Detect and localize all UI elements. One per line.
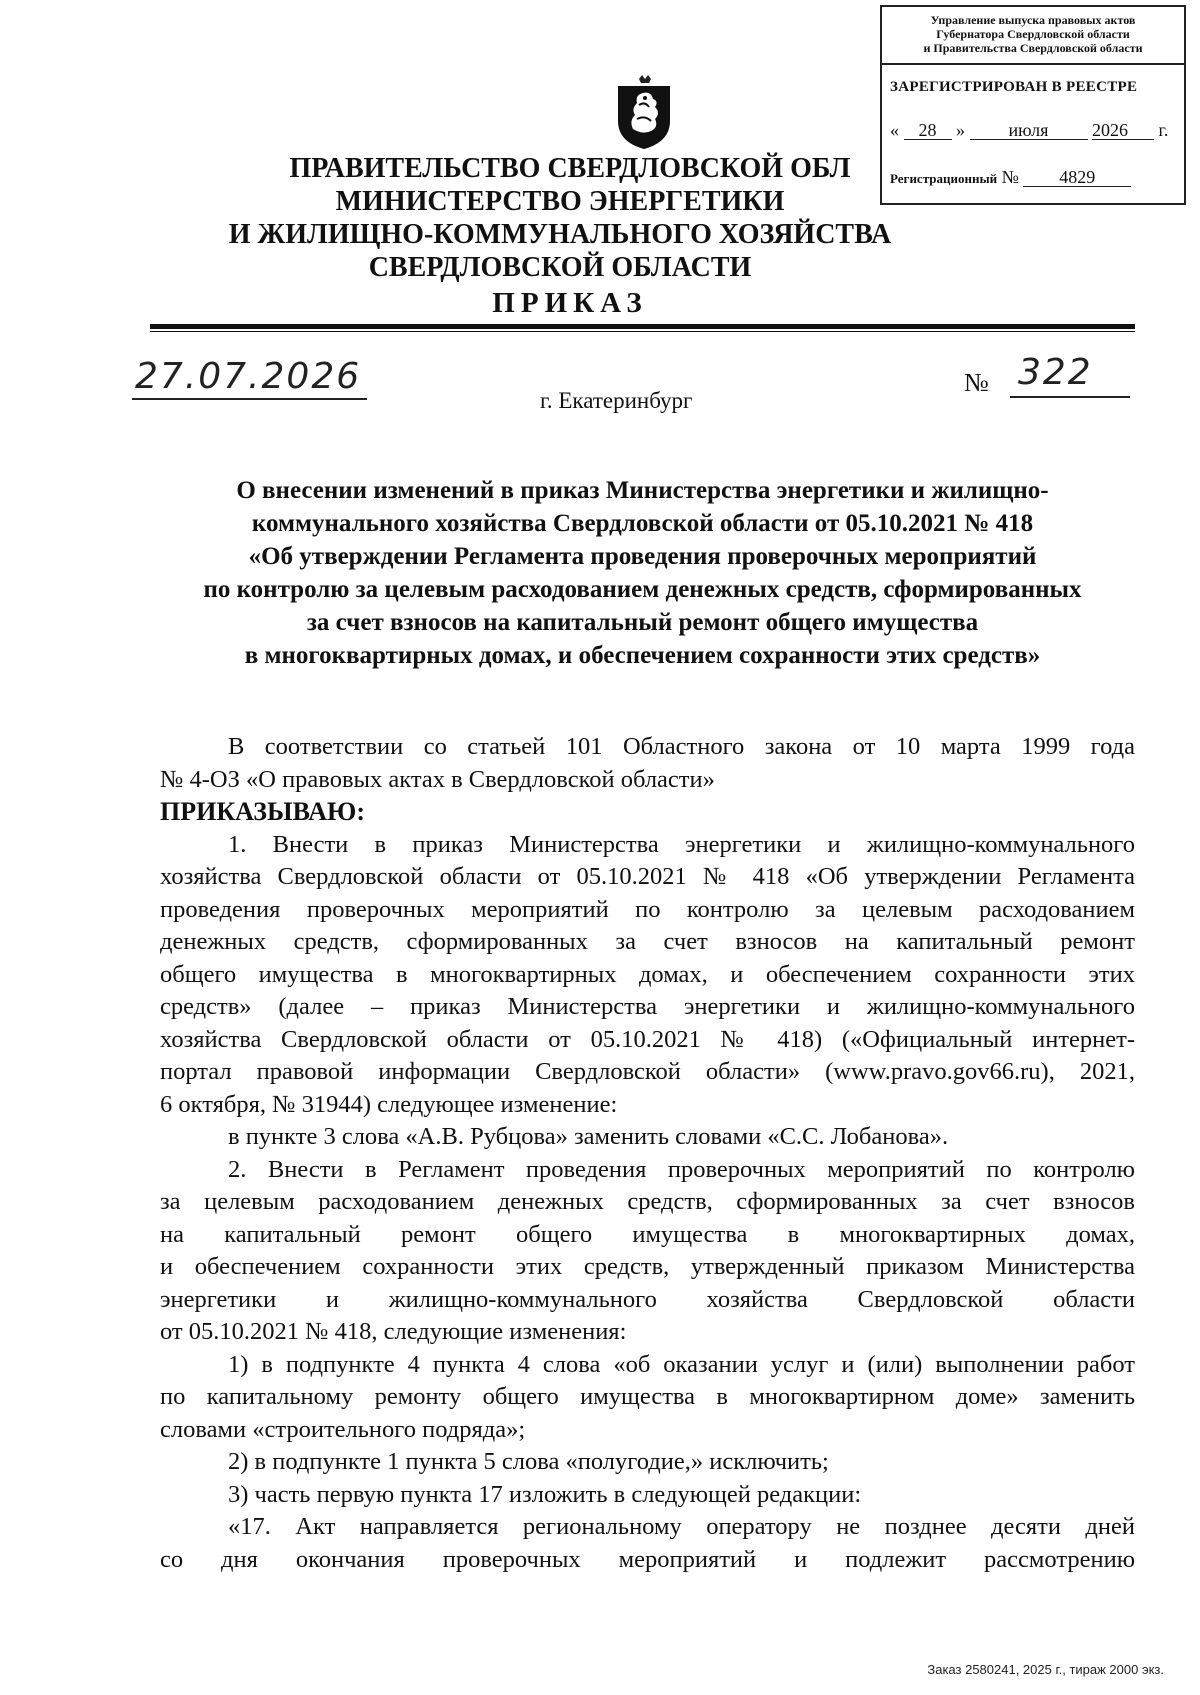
title-line: за счет взносов на капитальный ремонт общего имущества xyxy=(306,609,979,636)
header-rule-thin xyxy=(150,331,1135,332)
body-line: от 05.10.2021 № 418, следующие изменения: xyxy=(160,1318,627,1345)
body-line: общего имущества в многоквартирных домах, и обеспечением сохранности этих xyxy=(160,960,1135,988)
header-rule-thick xyxy=(150,324,1135,329)
stamp-reg-number: 4829 xyxy=(1023,168,1131,187)
stamp-date xyxy=(890,120,1182,141)
body-line: 6 октября, № 31944) следующее изменение: xyxy=(160,1090,618,1118)
stamp-month: июля xyxy=(970,121,1088,140)
stamp-no-sign: № xyxy=(1001,167,1019,187)
body-line: «17. Акт направляется региональному оператору не позднее десяти дней xyxy=(228,1513,1135,1540)
stamp-organization xyxy=(882,7,1184,65)
body-line: и обеспечением сохранности этих средств, утвержденный приказом Министерства xyxy=(160,1253,1135,1280)
stamp-org-line: Губернатора Свердловской области xyxy=(936,27,1130,41)
handwritten-date: 27.07.2026 xyxy=(135,356,362,397)
body-line: В соответствии со статьей 101 Областного закона от 10 марта 1999 года xyxy=(228,733,1135,760)
body-line: по капитальному ремонту общего имущества в многоквартирном доме» заменить xyxy=(160,1383,1135,1410)
number-label: № xyxy=(964,368,989,397)
stamp-quote-close: » xyxy=(956,120,965,140)
body-line: в пункте 3 слова «А.В. Рубцова» заменить словами «С.С. Лобанова». xyxy=(228,1123,949,1150)
body-line: 2) в подпункте 1 пункта 5 слова «полугодие,» исключить; xyxy=(228,1448,829,1475)
stamp-year xyxy=(1092,121,1154,140)
body-line: № 4-ОЗ «О правовых актах в Свердловской области» xyxy=(160,765,715,793)
city: г. Екатеринбург xyxy=(540,388,693,413)
stamp-org-line: Управление выпуска правовых актов xyxy=(930,13,1136,27)
title-line: коммунального хозяйства Свердловской области от 05.10.2021 № 418 xyxy=(251,510,1034,537)
stamp-year-suffix: 26 xyxy=(1110,120,1128,140)
title-line: по контролю за целевым расходованием денежных средств, сформированных xyxy=(203,576,1082,603)
body-line: энергетики и жилищно-коммунального хозяйства Свердловской области xyxy=(160,1285,1135,1313)
body-line: за целевым расходованием денежных средств, сформированных за счет взносов xyxy=(160,1188,1135,1215)
body-line: средств» (далее – приказ Министерства энергетики и жилищно-коммунального xyxy=(160,993,1135,1020)
stamp-day: 28 xyxy=(904,121,952,140)
stamp-quote-open: « xyxy=(890,120,899,140)
title-line: в многоквартирных домах, и обеспечением сохранности этих средств» xyxy=(244,642,1041,669)
body-line: ПРИКАЗЫВАЮ: xyxy=(160,797,365,826)
body-line: 2. Внести в Регламент проведения проверочных мероприятий по контролю xyxy=(228,1155,1135,1183)
number-underline xyxy=(1010,396,1130,398)
body-line: словами «строительного подряда»; xyxy=(160,1415,526,1443)
body-line: со дня окончания проверочных мероприятий и подлежит рассмотрению xyxy=(160,1545,1135,1573)
document-type: ПРИКАЗ xyxy=(492,287,648,319)
document-body xyxy=(160,731,1135,1576)
body-line: хозяйства Свердловской области от 05.10.2021 № 418 «Об утверждении Регламента xyxy=(160,863,1135,890)
stamp-year-prefix: 20 xyxy=(1092,120,1110,140)
header-ministry: МИНИСТЕРСТВО ЭНЕРГЕТИКИ xyxy=(335,186,785,217)
print-footer: Заказ 2580241, 2025 г., тираж 2000 экз. xyxy=(927,1662,1164,1677)
body-line: на капитальный ремонт общего имущества в многоквартирных домах, xyxy=(160,1220,1135,1248)
stamp-org-line: и Правительства Свердловской области xyxy=(923,41,1143,55)
body-line: 1) в подпункте 4 пункта 4 слова «об оказании услуг и (или) выполнении работ xyxy=(228,1350,1135,1378)
stamp-year-unit: г. xyxy=(1158,120,1169,140)
body-line: 3) часть первую пункта 17 изложить в следующей редакции: xyxy=(228,1480,862,1508)
coat-of-arms-icon xyxy=(615,75,673,149)
document-title xyxy=(150,474,1135,672)
header-ministry-cont: И ЖИЛИЩНО-КОММУНАЛЬНОГО ХОЗЯЙСТВА xyxy=(228,219,892,250)
body-line: 1. Внести в приказ Министерства энергетики и жилищно-коммунального xyxy=(228,830,1135,858)
header-region: СВЕРДЛОВСКОЙ ОБЛАСТИ xyxy=(368,252,752,283)
body-line: портал правовой информации Свердловской области» (www.pravo.gov66.ru), 2021, xyxy=(160,1058,1135,1085)
stamp-registered-title: ЗАРЕГИСТРИРОВАН В РЕЕСТРЕ xyxy=(890,79,1138,95)
handwritten-number: 322 xyxy=(1018,352,1093,393)
title-line: «Об утверждении Регламента проведения проверочных мероприятий xyxy=(248,543,1037,570)
title-line: О внесении изменений в приказ Министерства энергетики и жилищно- xyxy=(236,477,1049,504)
date-underline xyxy=(132,398,367,400)
body-line: проведения проверочных мероприятий по контролю за целевым расходованием xyxy=(160,895,1135,923)
body-line: денежных средств, сформированных за счет взносов на капитальный ремонт xyxy=(160,928,1135,955)
header-government: ПРАВИТЕЛЬСТВО СВЕРДЛОВСКОЙ ОБЛ xyxy=(289,153,851,184)
stamp-reg-label: Регистрационный xyxy=(890,171,998,186)
body-line: хозяйства Свердловской области от 05.10.2021 № 418) («Официальный интернет- xyxy=(160,1025,1135,1053)
